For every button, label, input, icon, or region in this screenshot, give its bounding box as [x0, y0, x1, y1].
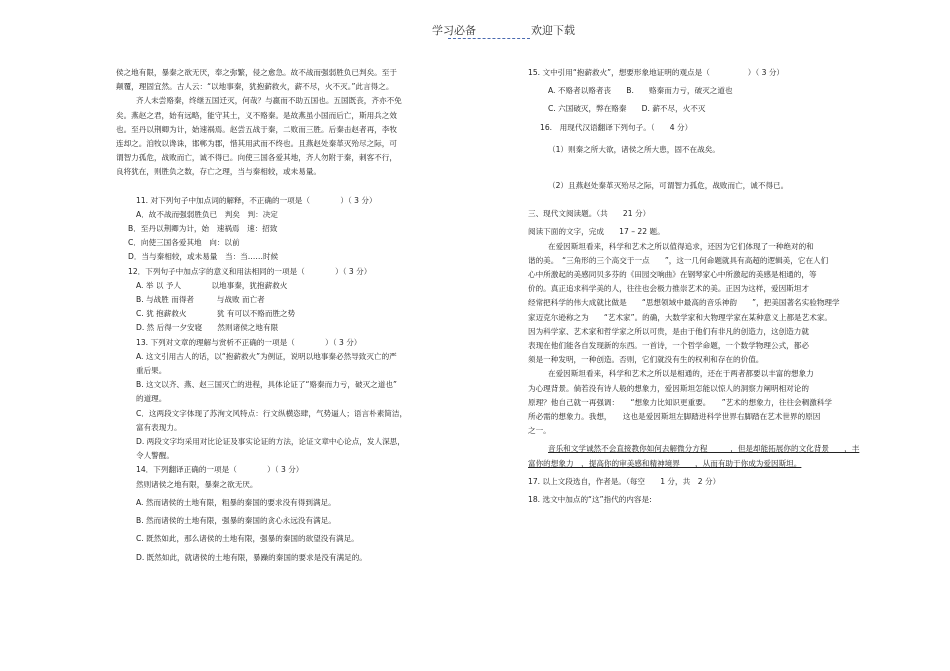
passage-line: 在爱因斯坦看来，科学和艺术之所以是相通的，还在于两者都要以丰富的想象力 — [548, 369, 814, 379]
passage-line: 所必需的想象力。我想， 这也是爱因斯坦左脚踏进科学世界右脚踏在艺术世界的原因 — [528, 412, 821, 422]
option-d: D. 既然如此，就诸侯的土地有限，暴躁的秦国的要求是没有满足的。 — [136, 552, 367, 562]
right-column — [528, 66, 890, 507]
option-row: A. 不赂者以赂者丧 B. 赂秦而力亏，破灭之道也 — [548, 86, 733, 96]
header-left-text: 学习必备 — [432, 24, 476, 37]
question-15 — [528, 66, 890, 117]
option-b: B. 然而诸侯的土地有限，强暴的秦国的贪心永远没有满足。 — [136, 516, 336, 526]
translation-sentence: （1）则秦之所大欲，诸侯之所大患，固不在战矣。 — [548, 144, 720, 154]
question-14 — [116, 463, 444, 564]
section-3-header — [528, 207, 890, 239]
option-a: A. 这文引用古人的话，以“抱薪救火”为例证，说明以地事秦必然导致灭亡的严 — [136, 351, 397, 361]
option-row: C. 六国破灭，弊在赂秦 D. 薪不尽，火不灭 — [548, 104, 706, 114]
passage-line: 原理？他自己就一再强调： “想象力比知识更重要。 ”艺术的想象力，往往会稠激科学 — [528, 397, 833, 407]
passage-line: 表现在他们能各自发现新的东西。一首诗，一个哲学命题，一个数学物理公式，都必 — [528, 341, 809, 351]
passage-line: 也。至丹以荆卿为计，始速祸焉。赵尝五战于秦，二败而三胜。后秦击赵者再，李牧 — [116, 124, 397, 134]
question-stem: 12．下列句子中加点字的意义和用法相同的一项是（ ）（ 3 分） — [128, 266, 372, 276]
passage-line: 齐人未尝赂秦，终继五国迁灭，何哉？与嬴而不助五国也。五国既丧，齐亦不免 — [136, 96, 402, 106]
option-c: C. 既然如此，那么诸侯的土地有限，强暴的秦国的欲望没有满足。 — [136, 534, 359, 544]
option-b: B. 这文以齐、燕、赵三国灭亡的进程，具体论证了“赂秦而力亏，破灭之道也” — [136, 380, 397, 390]
option-c-cont: 富有表现力。 — [136, 422, 182, 432]
option-d: D. 然 后得一夕安寝 然则诸侯之地有限 — [136, 323, 279, 333]
option-d-cont: 令人警醒。 — [136, 451, 174, 461]
question-stem: 15. 文中引用“抱薪救火”，想要形象地证明的观点是（ ）（ 3 分） — [528, 68, 785, 77]
underlined-sentence: 音乐和文学诚然不会直接教你如何去解微分方程 ，但是却能拓展你的文化背景 ，丰 — [548, 444, 860, 454]
option-c: C．向使三国各爱其地 向：以前 — [128, 238, 240, 248]
passage-line: 侯之地有限，暴秦之欲无厌，奉之弥繁，侵之愈急。故不战而强弱胜负已判矣。至于 — [116, 68, 397, 77]
passage-line: 在爱因斯坦看来，科学和艺术之所以值得追求，还因为它们体现了一种绝对的和 — [548, 241, 814, 251]
question-stem: 13. 下列对文章的理解与赏析不正确的一项是（ ）（ 3 分） — [136, 337, 362, 347]
section-title: 三、现代文阅读题。（共 21 分） — [528, 209, 651, 219]
passage-line: 家迈克尔逊称之为 “艺术家”。的确，大数学家和大物理学家在某种意义上都是艺术家。 — [528, 312, 833, 322]
passage-line: 价的。真正追求科学美的人，往往也会极力推崇艺术的美。正因为这样，爱因斯坦才 — [528, 284, 809, 294]
question-16 — [528, 121, 890, 194]
passage-line: 良将犹在，则胜负之数，存亡之理，当与秦相较，或未易量。 — [116, 167, 322, 177]
passage-line: 谐的美。 “三角形的三个高交于一点 ”，这一几何命题就具有高超的逻辑美，它在人们 — [528, 255, 829, 265]
passage-line: 因为科学家、艺术家和哲学家之所以可贵，是由于他们有非凡的创造力，这创造力就 — [528, 326, 809, 336]
option-c: C. 犹 抱薪救火 犹 有可以不赂而胜之势 — [136, 309, 296, 319]
question-stem: 16. 用现代汉语翻译下列句子。（ 4 分） — [540, 122, 693, 132]
passage-line: 谓智力孤危，战败而亡，诚不得已。向使三国各爱其地，齐人勿附于秦，刺客不行， — [116, 153, 397, 163]
question-stem: 14．下列翻译正确的一项是（ ）（ 3 分） — [136, 465, 304, 475]
passage-line: 心中所激起的美感同贝多芬的《田园交响曲》在钢琴家心中所激起的美感是相通的，等 — [528, 270, 817, 280]
passage-line: 须是一种发明，一种创造。否则，它们就没有生的权利和存在的价值。 — [528, 355, 764, 365]
question-stem: 11. 对下列句子中加点词的解释，不正确的一项是（ ）（ 3 分） — [136, 195, 377, 205]
header-dashed-rule — [448, 38, 530, 39]
passage-line: 矣。燕赵之君，始有远略，能守其土，义不赂秦。是故燕虽小国而后亡，斯用兵之效 — [116, 110, 397, 120]
passage-line: 颠覆，理固宜然。古人云：“以地事秦，犹抱薪救火，薪不尽，火不灭。”此言得之。 — [116, 82, 394, 92]
option-a-cont: 重后果。 — [136, 366, 167, 376]
modern-passage — [528, 240, 890, 471]
option-b: B. 与战胜 而得者 与战败 而亡者 — [136, 295, 265, 305]
passage-line: 经常把科学的伟大成就比做是 “思想领域中最高的音乐神韵 ”，把美国著名实验物理学 — [528, 298, 840, 308]
option-a: A. 然而诸侯的土地有限，粗暴的秦国的要求没有得到满足。 — [136, 497, 336, 507]
header-right-text: 欢迎下载 — [531, 24, 575, 37]
option-d: D. 两段文字均采用对比论证及事实论证的方法，论证文章中心论点，发人深思， — [136, 437, 405, 447]
option-c: C．这两段文字体现了苏洵文风特点：行文纵横恣肆，气势逼人；语言朴素简洁， — [136, 408, 408, 418]
underlined-sentence: 富你的想象力 ，提高你的审美感和精神境界 ，从而有助于你成为爱因斯坦。 — [528, 458, 802, 468]
question-17: 17. 以上文段选自，作者是。（每空 1 分，共 2 分） — [528, 476, 721, 486]
classical-passage — [116, 66, 444, 180]
question-11 — [116, 194, 444, 265]
question-18: 18. 选文中加点的“这”指代的内容是: — [528, 495, 652, 505]
question-12 — [116, 265, 444, 336]
page-header — [0, 22, 950, 42]
option-b-cont: 的道理。 — [136, 394, 167, 404]
passage-line: 为心理背景。倘若没有诗人般的想象力，爱因斯坦怎能以惊人的洞察力阐明相对论的 — [528, 383, 809, 393]
question-sentence: 然则诸侯之地有限，暴秦之欲无厌。 — [136, 479, 258, 489]
passage-line: 之一。 — [528, 426, 551, 436]
passage-line: 连却之。洎牧以谗诛，邯郸为郡，惜其用武而不终也。且燕赵处秦革灭殆尽之际，可 — [116, 139, 397, 149]
left-column — [116, 66, 444, 565]
option-b: B．至丹以荆卿为计，始 速祸焉 速：招致 — [128, 224, 278, 234]
option-a: A．故不战而强弱胜负已 判矣 判：决定 — [136, 209, 278, 219]
option-d: D．当与秦相较，或未易量 当：当……时候 — [128, 252, 279, 262]
question-13 — [116, 336, 444, 464]
translation-sentence: （2）且燕赵处秦革灭殆尽之际，可谓智力孤危，战败而亡，诚不得已。 — [548, 181, 789, 191]
section-instruction: 阅读下面的文字，完成 17 – 22 题。 — [528, 227, 665, 237]
option-a: A. 举 以 予人 以地事秦，犹抱薪救火 — [136, 280, 288, 290]
